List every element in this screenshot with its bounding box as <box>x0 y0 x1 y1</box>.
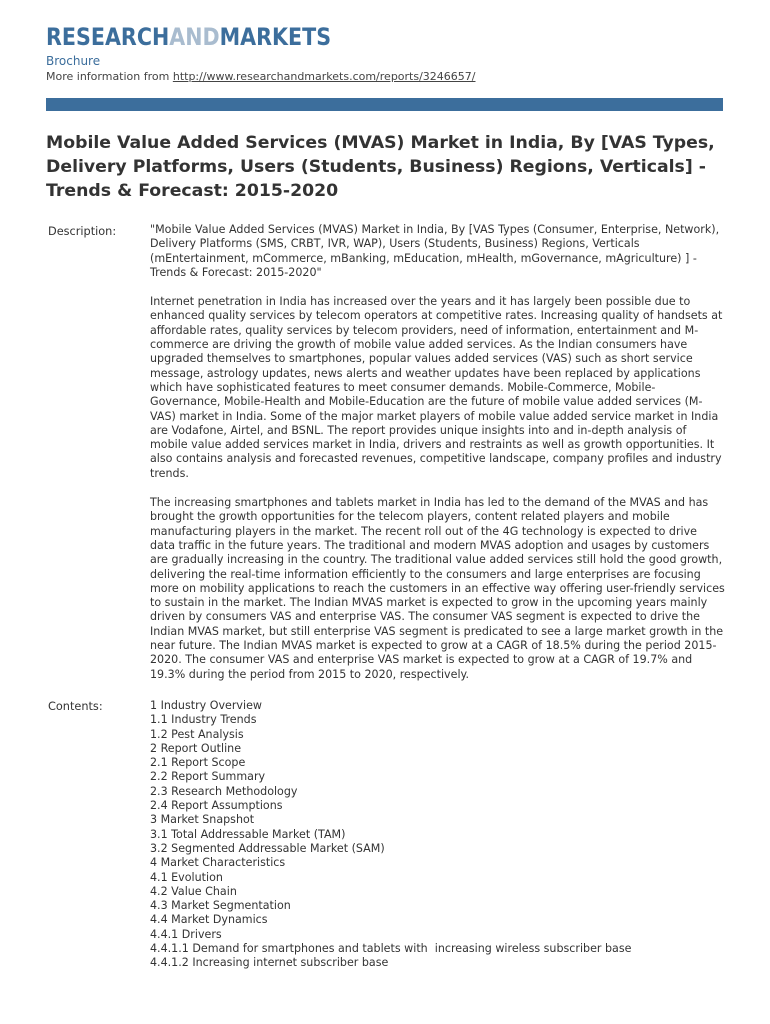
brochure-label: Brochure <box>46 54 101 68</box>
header-divider-bar <box>46 98 723 111</box>
toc-item: 3.2 Segmented Addressable Market (SAM) <box>150 841 385 855</box>
report-link[interactable]: http://www.researchandmarkets.com/reports/3246657/ <box>172 70 476 83</box>
toc-item: 4.1 Evolution <box>150 870 223 884</box>
description-paragraph: The increasing smartphones and tablets market in India has led to the demand of the MVAS and has brought the growth opportunities for the telecom players, content related players and mobile manufacturing players in the market. The recent roll out of the 4G technology is expected to drive data traffic in the future years. The traditional and modern MVAS adoption and usages by customers are gradually increasing in the country. The traditional value added services still hold the good growth, delivering the real-time information efficiently to the consumers and large enterprises are focusing more on mobility applications to reach the customers in an effective way offering user-friendly services to sustain in the market. The Indian MVAS market is expected to grow in the upcoming years mainly driven by consumers VAS and enterprise VAS. The consumer VAS segment is expected to drive the Indian MVAS market, but still enterprise VAS segment is predicated to see a large market growth in the near future. The Indian MVAS market is expected to grow at a CAGR of 18.5% during the period 2015-2020. The consumer VAS and enterprise VAS market is expected to grow at a CAGR of 19.7% and 19.3% during the period from 2015 to 2020, respectively. <box>150 496 725 681</box>
more-info-prefix: More information from <box>46 70 173 83</box>
logo-markets: MARKETS <box>219 23 332 51</box>
toc-item: 4.4.1 Drivers <box>150 927 222 941</box>
toc-item: 4.4 Market Dynamics <box>150 913 268 927</box>
toc-item: 4 Market Characteristics <box>150 856 286 870</box>
toc-item: 1 Industry Overview <box>150 699 262 712</box>
toc-item: 4.4.1.1 Demand for smartphones and tablets with increasing wireless subscriber base <box>150 942 632 956</box>
toc-item: 3 Market Snapshot <box>150 813 255 827</box>
description-paragraph: Internet penetration in India has increased over the years and it has largely been possible due to enhanced quality services by telecom operators at competitive rates. Increasing quality of handsets at affordable rates, quality services by telecom providers, need of information, entertainment and M-commerce are driving the growth of mobile value added services. As the Indian consumers have upgraded themselves to smartphones, popular values added services (VAS) such as short service message, astrology updates, news alerts and weather updates have been replaced by applications which have sophisticated features to meet consumer demands. Mobile-Commerce, Mobile-Governance, Mobile-Health and Mobile-Education are the future of mobile value added services (M-VAS) market in India. Some of the major market players of mobile value added service market in India are Vodafone, Airtel, and BSNL. The report provides unique insights into and in-depth analysis of mobile value added services market in India, drivers and restraints as well as growth opportunities. It also contains analysis and forecasted revenues, competitive landscape, company profiles and industry trends. <box>150 295 723 480</box>
toc-item: 4.2 Value Chain <box>150 884 237 898</box>
toc-item: 1.2 Pest Analysis <box>150 727 244 741</box>
toc-item: 3.1 Total Addressable Market (TAM) <box>150 827 346 841</box>
more-info-line <box>46 70 476 83</box>
toc-item: 4.3 Market Segmentation <box>150 899 291 913</box>
description-paragraph: "Mobile Value Added Services (MVAS) Market in India, By [VAS Types (Consumer, Enterprise, Network), Delivery Platforms (SMS, CRBT, IVR, WAP), Users (Students, Business) Regions, Verticals (mEntertainment, mCommerce, mBanking, mEducation, mHealth, mGovernance, mAgriculture) ] - Trends & Forecast: 2015-2020" <box>150 223 720 279</box>
logo-research: RESEARCH <box>46 23 170 51</box>
toc-item: 4.4.1.2 Increasing internet subscriber base <box>150 956 389 970</box>
description-body <box>150 223 725 697</box>
toc-item: 2.4 Report Assumptions <box>150 799 283 813</box>
toc-item: 2.1 Report Scope <box>150 756 246 770</box>
table-of-contents <box>150 699 631 971</box>
report-title: Mobile Value Added Services (MVAS) Market in India, By [VAS Types, Delivery Platforms, Users (Students, Business) Regions, Verticals] - Trends & Forecast: 2015-2020 <box>46 133 715 201</box>
contents-label: Contents: <box>48 700 103 713</box>
logo-and: AND <box>169 23 220 51</box>
description-label: Description: <box>48 225 117 238</box>
logo <box>46 22 331 52</box>
toc-item: 2.2 Report Summary <box>150 770 266 784</box>
toc-item: 2 Report Outline <box>150 741 242 755</box>
toc-item: 1.1 Industry Trends <box>150 713 257 727</box>
toc-item: 2.3 Research Methodology <box>150 784 298 798</box>
